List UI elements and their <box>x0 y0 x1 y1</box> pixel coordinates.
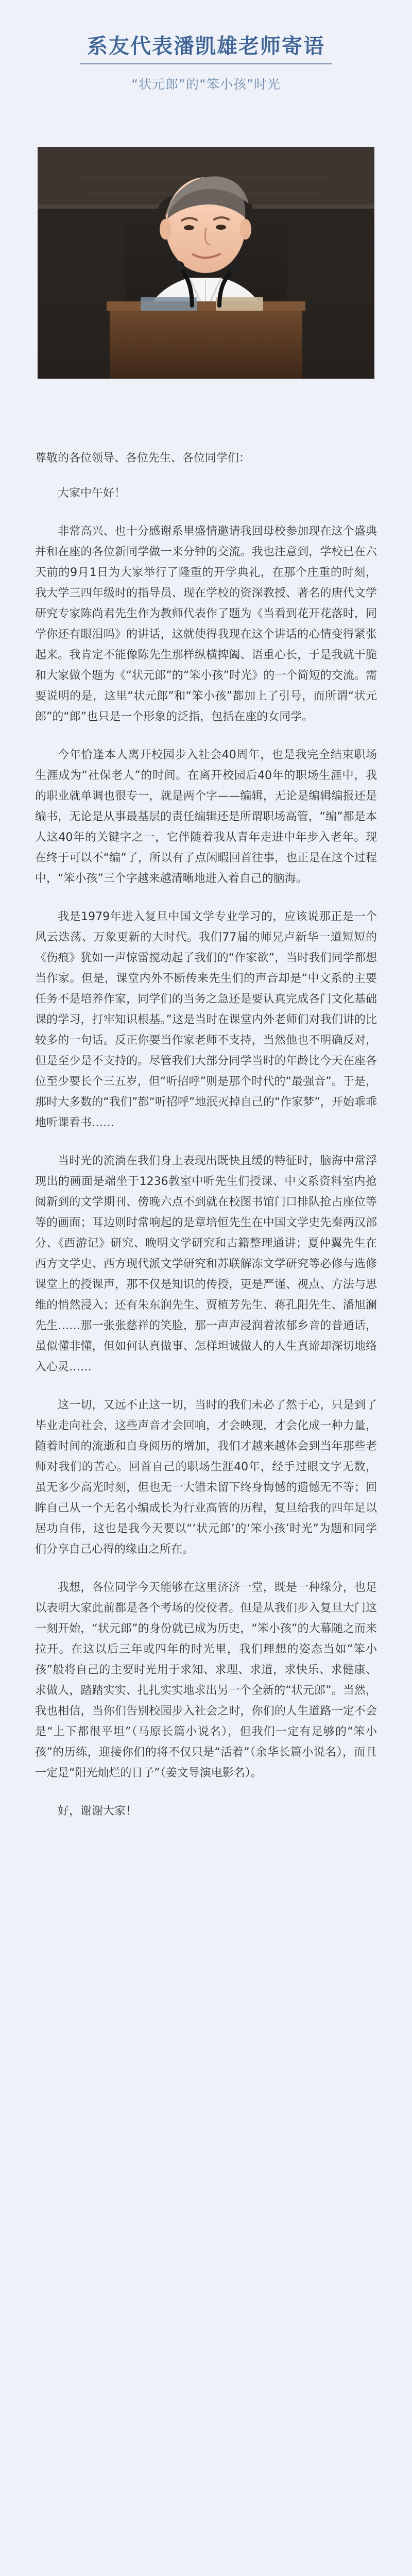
article-title: 系友代表潘凯雄老师寄语 <box>87 35 325 58</box>
title-underline <box>80 63 332 64</box>
body-paragraph: 我是1979年进入复旦中国文学专业学习的，应该说那正是一个风云迭荡、万象更新的大时代。我们77届的师兄卢新华一道短短的《伤痕》犹如一声惊雷搅动起了我们的“作家欲”，当时我们同学都想当作家。但是，课堂内外不断传来先生们的声音却是“中文系的主要任务不是培养作家，同学们的当务之急还是要认真完成各门文化基础课的学习，打牢知识根基。”这是当时在课堂内外老师们对我们讲的比较多的一句话。反正你要当作家老师不支持，当然他也不明确反对，但是至少是不支持的。尽管我们大部分同学当时的年龄比今天在座各位至少要长个三五岁，但“听招呼”则是那个时代的“最强音”。于是，那时大多数的“我们”都“听招呼”地泯灭掉自己的“作家梦”，开始乖乖地听课看书…… <box>35 910 377 1129</box>
body-paragraph: 这一切，又远不止这一切，当时的我们未必了然于心，只是到了毕业走向社会，这些声音才会回响，才会映现，才会化成一种力量，随着时间的流逝和自身阅历的增加，我们才越来越体会到当年那些老师对我们的苦心。回首自己的职场生涯40年，经手过眼文字无数，虽无多少高光时刻，但也无一大错未留下终身悔憾的遗憾无不等；回眸自己从一个无名小编成长为行业高管的历程，复旦给我的四年足以居功自伟，这也是我今天要以“‘状元郎’的‘笨小孩’时光”为题和同学们分享自己心得的缘由之所在。 <box>35 1399 377 1556</box>
article-header <box>0 0 412 113</box>
closing-line: 好，谢谢大家！ <box>58 1805 138 1818</box>
speaker-illustration <box>38 147 374 379</box>
body-paragraph: 今年恰逢本人离开校园步入社会40周年，也是我完全结束职场生涯成为“社保老人”的时间。在离开校园后40年的职场生涯中，我的职业就单调也很专一，就是两个字——编辑，无论是编辑编报还是编书，无论是从事最基层的责任编辑还是所谓职场高管，“编”都是本人这40年的关键字之一，它伴随着我从青年走进中年步入老年。现在终于可以不“编”了，所以有了点闲暇回首往事，也正是在这个过程中，“笨小孩”三个字越来越清晰地进入着自己的脑海。 <box>35 749 377 885</box>
subtitle-wrap <box>0 74 412 93</box>
article-body <box>35 448 377 2576</box>
article-subtitle: “状元郎”的“笨小孩”时光 <box>131 77 281 92</box>
title-wrap <box>0 30 412 59</box>
body-paragraph: 非常高兴、也十分感谢系里盛情邀请我回母校参加现在这个盛典并和在座的各位新同学做一来分钟的交流。我也注意到，学校已在六天前的9月1日为大家举行了隆重的开学典礼，在那个庄重的时刻，我大学三四年级时的指导员、现在学校的资深教授、著名的唐代文学研究专家陈尚君先生作为教师代表作了题为《当看到花开花落时，同学你还有眼泪吗》的讲话，这就使得我现在这个讲话的心情变得紧张起来。我肯定不能像陈先生那样纵横捭阖、语重心长，于是我就干脆和大家做个题为《“状元郎”的“笨小孩”时光》的一个简短的交流。需要说明的是，这里“状元郎”和“笨小孩”都加上了引号，而所谓“状元郎”的“郎”也只是一个形象的泛指，包括在座的女同学。 <box>35 525 377 723</box>
salutation: 尊敬的各位领导、各位先生、各位同学们： <box>35 452 251 465</box>
greeting-paragraph: 大家中午好！ <box>58 487 126 500</box>
body-paragraph: 当时光的流淌在我们身上表现出既快且缓的特征时，脑海中常浮现出的画面是端坐于1236教室中听先生们授课、中文系资料室内抢阅新到的文学期刊、傍晚六点不到就在校图书馆门口排队抢占座位等等的画面；耳边则时常响起的是章培恒先生在中国文学史先秦两汉部分、《西游记》研究、晚明文学研究和古籍整理通讲；夏仲翼先生在西方文学史、西方现代派文学研究和苏联解冻文学研究等必修与选修课堂上的授课声，那不仅是知识的传授，更是严谨、视点、方法与思维的悄然浸入；还有朱东润先生、贾植芳先生、蒋孔阳先生、潘旭澜先生……那一张张慈祥的笑脸，那一声声浸润着浓郁乡音的普通话，虽似懂非懂，但如何认真做事、怎样坦诚做人的人生真谛却深切地络入心灵…… <box>35 1155 377 1374</box>
speaker-photo <box>38 147 374 379</box>
body-paragraph: 我想，各位同学今天能够在这里济济一堂，既是一种缘分，也足以表明大家此前都是各个考场的佼佼者。但是从我们步入复旦大门这一刻开始，“状元郎”的身份就已成为历史，“笨小孩”的大幕随之而来拉开。在这以后三年或四年的时光里，我们理想的姿态当如“笨小孩”般将自己的主要时光用于求知、求理、求道，求快乐、求健康、求做人，踏踏实实、扎扎实实地求出另一个全新的“状元郎”。当然，我也相信，当你们告别校园步入社会之时，你们的人生道路一定不会是“上下都很平坦”（马原长篇小说名），但我们一定有足够的“笨小孩”的历练，迎接你们的将不仅只是“活着”（余华长篇小说名），而且一定是“阳光灿烂的日子”（姜文导演电影名）。 <box>35 1581 377 1780</box>
